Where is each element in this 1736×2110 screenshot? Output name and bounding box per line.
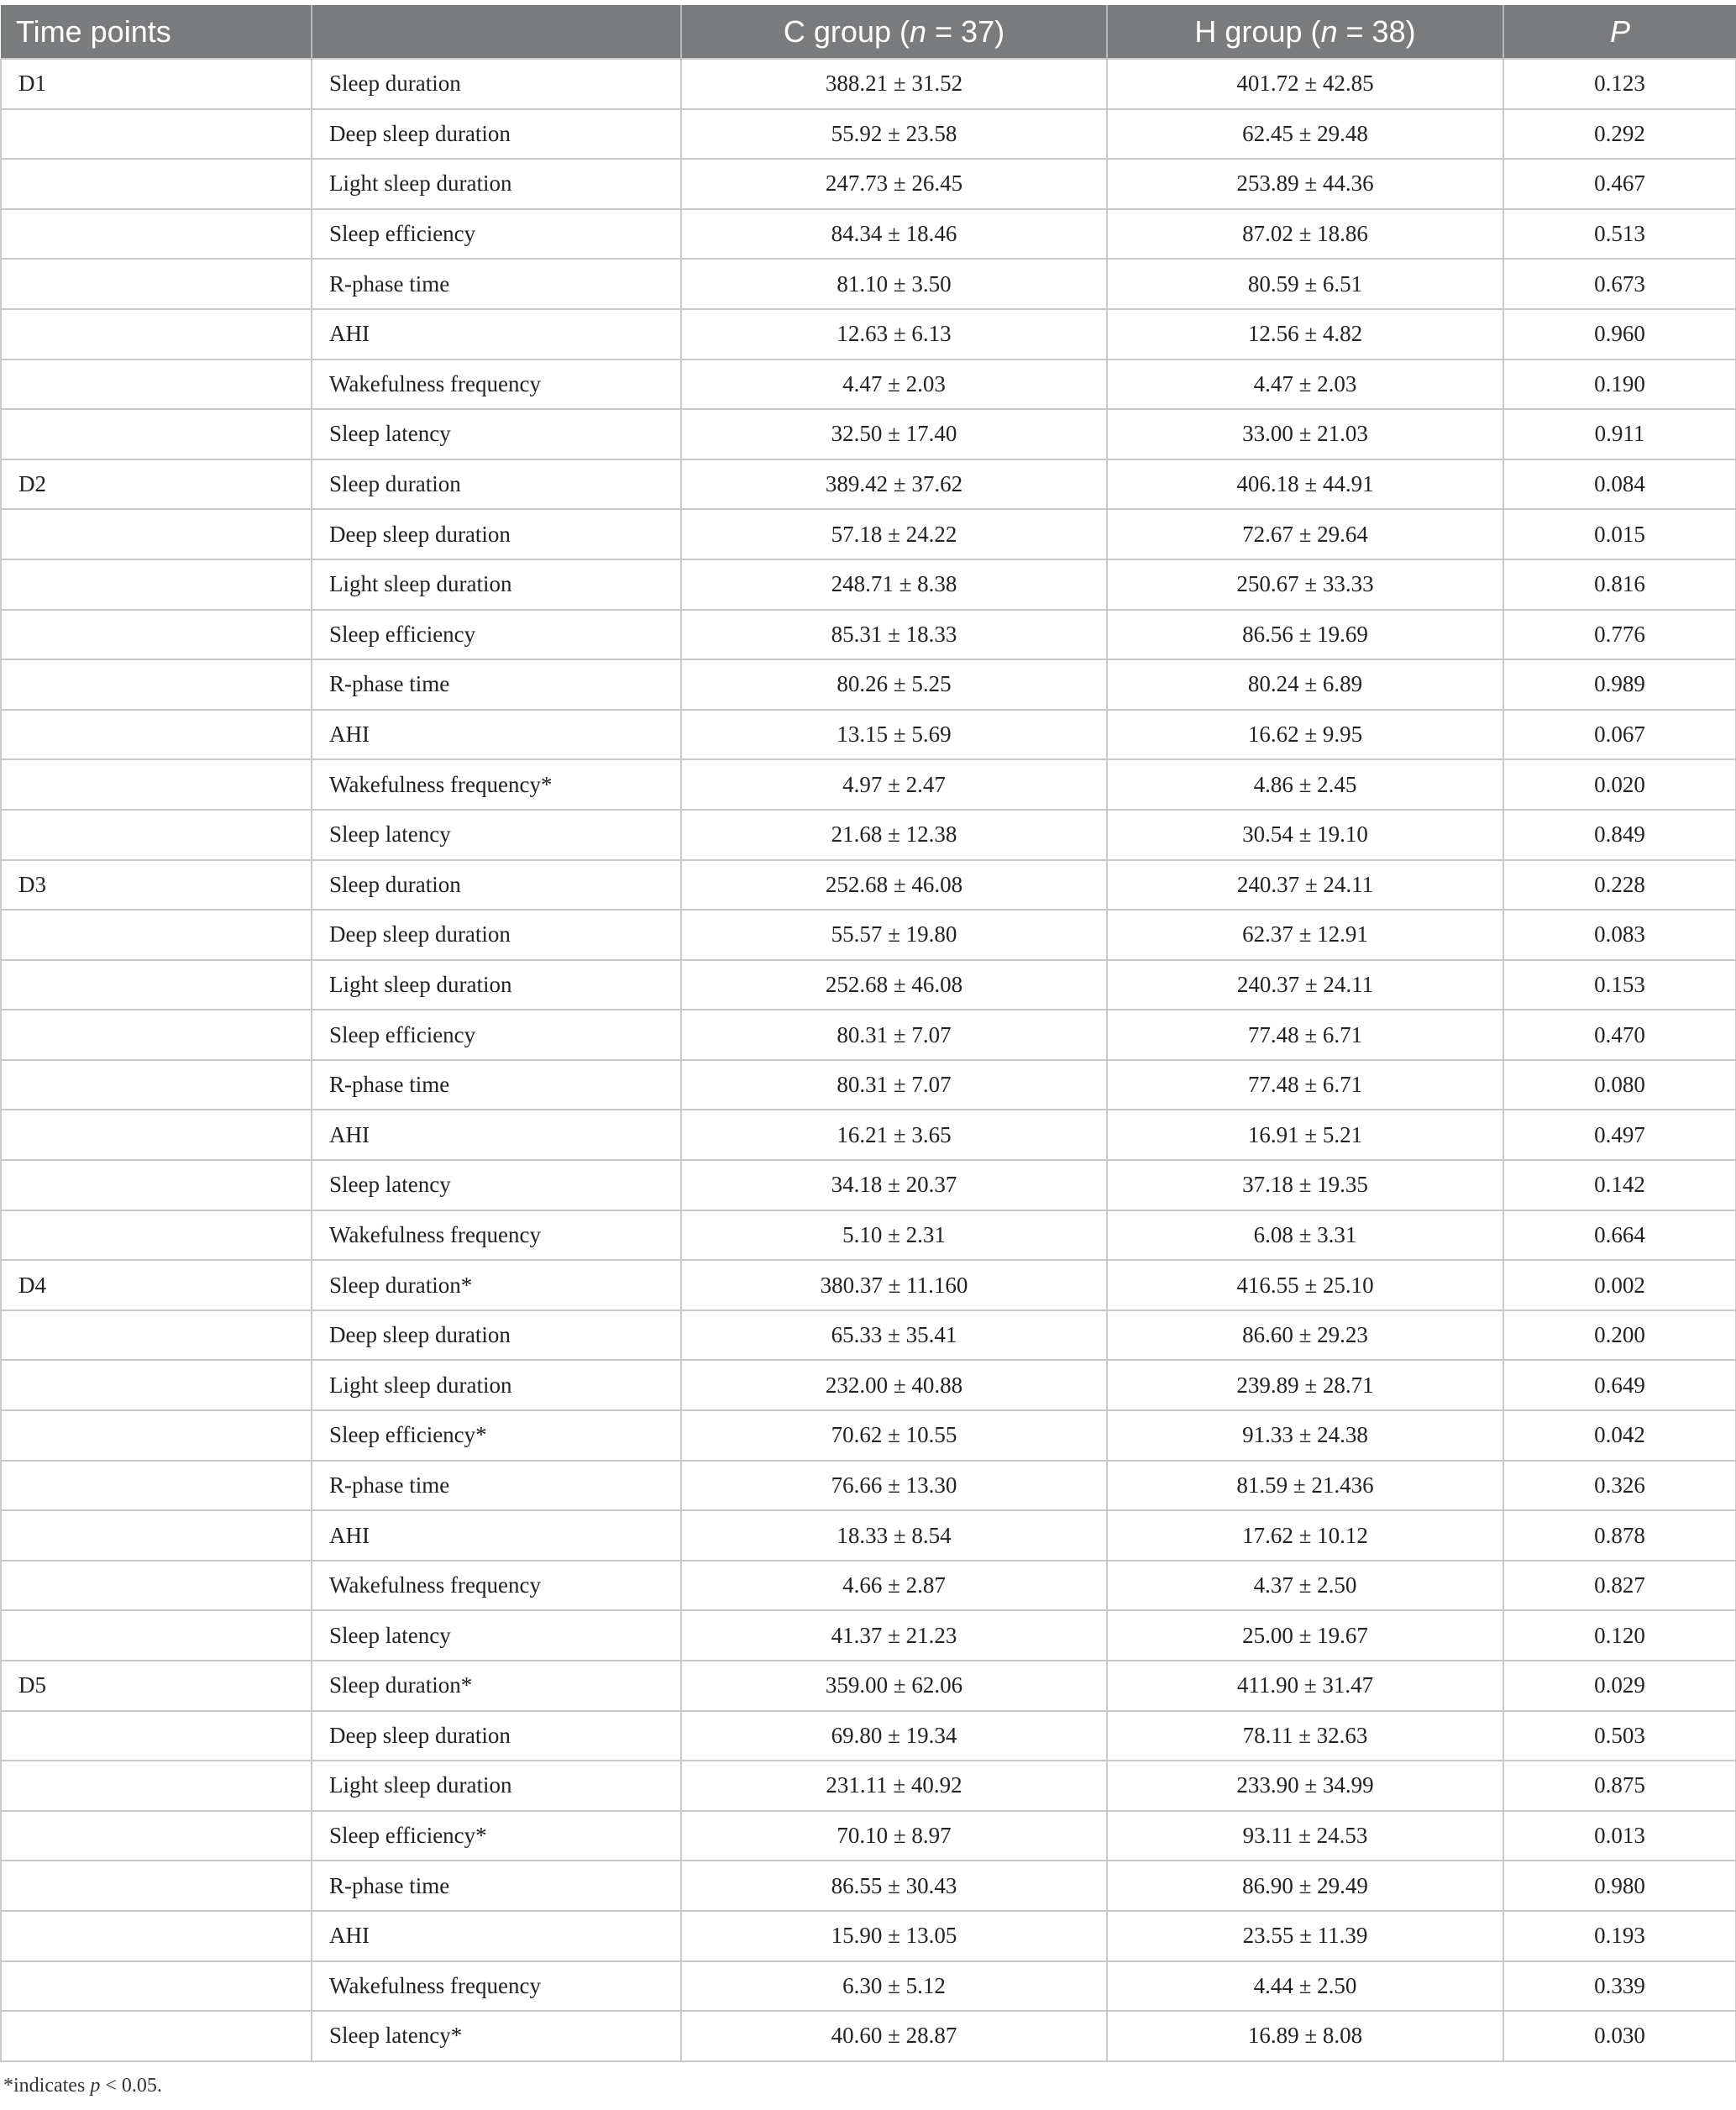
h-group-value-cell: 4.44 ± 2.50 <box>1107 1961 1503 2012</box>
parameter-cell: Light sleep duration <box>312 960 681 1010</box>
c-group-value-cell: 41.37 ± 21.23 <box>681 1610 1107 1661</box>
table-row <box>1 459 1736 510</box>
time-point-cell <box>1 159 312 209</box>
parameter-cell: Wakefulness frequency <box>312 1961 681 2012</box>
c-group-value-cell: 18.33 ± 8.54 <box>681 1510 1107 1561</box>
p-value-cell: 0.470 <box>1503 1010 1736 1060</box>
time-point-cell <box>1 209 312 260</box>
h-group-value-cell: 62.37 ± 12.91 <box>1107 910 1503 960</box>
results-table <box>0 5 1736 2062</box>
table-row <box>1 1761 1736 1811</box>
table-row <box>1 159 1736 209</box>
header-h-group <box>1107 5 1503 59</box>
h-group-value-cell: 23.55 ± 11.39 <box>1107 1911 1503 1961</box>
c-group-value-cell: 16.21 ± 3.65 <box>681 1110 1107 1160</box>
parameter-cell: Deep sleep duration <box>312 509 681 559</box>
c-group-value-cell: 21.68 ± 12.38 <box>681 810 1107 860</box>
c-group-value-cell: 4.47 ± 2.03 <box>681 360 1107 410</box>
table-row <box>1 509 1736 559</box>
h-group-value-cell: 78.11 ± 32.63 <box>1107 1711 1503 1761</box>
parameter-cell: Wakefulness frequency <box>312 1561 681 1611</box>
parameter-cell: Sleep efficiency* <box>312 1410 681 1461</box>
time-point-cell <box>1 1060 312 1110</box>
h-group-value-cell: 86.56 ± 19.69 <box>1107 610 1503 660</box>
p-value-cell: 0.497 <box>1503 1110 1736 1160</box>
parameter-cell: Light sleep duration <box>312 559 681 610</box>
c-group-value-cell: 4.66 ± 2.87 <box>681 1561 1107 1611</box>
header-time-points: Time points <box>1 5 312 59</box>
p-value-cell: 0.123 <box>1503 59 1736 109</box>
h-group-value-cell: 77.48 ± 6.71 <box>1107 1060 1503 1110</box>
time-point-cell <box>1 1360 312 1410</box>
parameter-cell: Wakefulness frequency* <box>312 759 681 810</box>
h-group-value-cell: 37.18 ± 19.35 <box>1107 1160 1503 1210</box>
p-value-cell: 0.084 <box>1503 459 1736 510</box>
p-value-cell: 0.467 <box>1503 159 1736 209</box>
parameter-cell: R-phase time <box>312 659 681 710</box>
parameter-cell: Wakefulness frequency <box>312 1210 681 1261</box>
h-group-value-cell: 72.67 ± 29.64 <box>1107 509 1503 559</box>
c-group-value-cell: 388.21 ± 31.52 <box>681 59 1107 109</box>
c-group-value-cell: 70.10 ± 8.97 <box>681 1811 1107 1861</box>
table-row <box>1 1210 1736 1261</box>
time-point-cell <box>1 659 312 710</box>
p-value-cell: 0.339 <box>1503 1961 1736 2012</box>
table-row <box>1 1561 1736 1611</box>
header-row <box>1 5 1736 59</box>
h-group-value-cell: 6.08 ± 3.31 <box>1107 1210 1503 1261</box>
p-value-cell: 0.190 <box>1503 360 1736 410</box>
h-group-value-cell: 25.00 ± 19.67 <box>1107 1610 1503 1661</box>
c-group-value-cell: 15.90 ± 13.05 <box>681 1911 1107 1961</box>
header-h-suffix: = 38) <box>1337 13 1416 49</box>
table-row <box>1 1961 1736 2012</box>
table-row <box>1 209 1736 260</box>
c-group-value-cell: 80.31 ± 7.07 <box>681 1060 1107 1110</box>
time-point-cell <box>1 309 312 360</box>
h-group-value-cell: 411.90 ± 31.47 <box>1107 1661 1503 1711</box>
time-point-cell <box>1 1761 312 1811</box>
c-group-value-cell: 380.37 ± 11.160 <box>681 1260 1107 1310</box>
table-row <box>1 860 1736 911</box>
p-value-cell: 0.649 <box>1503 1360 1736 1410</box>
h-group-value-cell: 4.86 ± 2.45 <box>1107 759 1503 810</box>
parameter-cell: Deep sleep duration <box>312 910 681 960</box>
h-group-value-cell: 16.89 ± 8.08 <box>1107 2011 1503 2061</box>
table-row <box>1 759 1736 810</box>
parameter-cell: Sleep duration* <box>312 1260 681 1310</box>
p-value-cell: 0.015 <box>1503 509 1736 559</box>
c-group-value-cell: 80.31 ± 7.07 <box>681 1010 1107 1060</box>
p-value-cell: 0.013 <box>1503 1811 1736 1861</box>
c-group-value-cell: 76.66 ± 13.30 <box>681 1461 1107 1511</box>
header-c-n: n <box>909 13 927 49</box>
time-point-cell <box>1 2011 312 2061</box>
table-row <box>1 309 1736 360</box>
p-value-cell: 0.002 <box>1503 1260 1736 1310</box>
c-group-value-cell: 55.92 ± 23.58 <box>681 109 1107 160</box>
time-point-cell <box>1 1510 312 1561</box>
parameter-cell: Deep sleep duration <box>312 109 681 160</box>
table-body <box>1 59 1736 2061</box>
h-group-value-cell: 16.62 ± 9.95 <box>1107 710 1503 760</box>
p-value-cell: 0.029 <box>1503 1661 1736 1711</box>
parameter-cell: Light sleep duration <box>312 1761 681 1811</box>
time-point-cell: D2 <box>1 459 312 510</box>
header-c-group <box>681 5 1107 59</box>
table-row <box>1 1010 1736 1060</box>
p-value-cell: 0.042 <box>1503 1410 1736 1461</box>
time-point-cell <box>1 1961 312 2012</box>
header-h-n: n <box>1320 13 1338 49</box>
time-point-cell <box>1 509 312 559</box>
time-point-cell <box>1 1711 312 1761</box>
p-value-cell: 0.228 <box>1503 860 1736 911</box>
c-group-value-cell: 70.62 ± 10.55 <box>681 1410 1107 1461</box>
footnote-suffix: < 0.05. <box>100 2075 162 2097</box>
p-value-cell: 0.326 <box>1503 1461 1736 1511</box>
time-point-cell <box>1 910 312 960</box>
p-value-cell: 0.827 <box>1503 1561 1736 1611</box>
c-group-value-cell: 34.18 ± 20.37 <box>681 1160 1107 1210</box>
table-row <box>1 910 1736 960</box>
p-value-cell: 0.664 <box>1503 1210 1736 1261</box>
table-row <box>1 59 1736 109</box>
c-group-value-cell: 32.50 ± 17.40 <box>681 409 1107 459</box>
time-point-cell: D5 <box>1 1661 312 1711</box>
table-row <box>1 1060 1736 1110</box>
table-row <box>1 1510 1736 1561</box>
c-group-value-cell: 85.31 ± 18.33 <box>681 610 1107 660</box>
footnote-prefix: *indicates <box>3 2075 91 2097</box>
h-group-value-cell: 12.56 ± 4.82 <box>1107 309 1503 360</box>
table-row <box>1 610 1736 660</box>
h-group-value-cell: 4.47 ± 2.03 <box>1107 360 1503 410</box>
parameter-cell: Light sleep duration <box>312 1360 681 1410</box>
h-group-value-cell: 33.00 ± 21.03 <box>1107 409 1503 459</box>
p-value-cell: 0.673 <box>1503 259 1736 309</box>
table-row <box>1 1811 1736 1861</box>
time-point-cell <box>1 1410 312 1461</box>
table-row <box>1 1410 1736 1461</box>
time-point-cell <box>1 109 312 160</box>
p-value-cell: 0.080 <box>1503 1060 1736 1110</box>
p-value-cell: 0.980 <box>1503 1861 1736 1911</box>
time-point-cell <box>1 960 312 1010</box>
c-group-value-cell: 12.63 ± 6.13 <box>681 309 1107 360</box>
h-group-value-cell: 17.62 ± 10.12 <box>1107 1510 1503 1561</box>
h-group-value-cell: 86.60 ± 29.23 <box>1107 1310 1503 1361</box>
table-row <box>1 259 1736 309</box>
parameter-cell: Deep sleep duration <box>312 1711 681 1761</box>
c-group-value-cell: 247.73 ± 26.45 <box>681 159 1107 209</box>
c-group-value-cell: 232.00 ± 40.88 <box>681 1360 1107 1410</box>
parameter-cell: Sleep efficiency <box>312 1010 681 1060</box>
h-group-value-cell: 87.02 ± 18.86 <box>1107 209 1503 260</box>
c-group-value-cell: 252.68 ± 46.08 <box>681 960 1107 1010</box>
c-group-value-cell: 13.15 ± 5.69 <box>681 710 1107 760</box>
table-row <box>1 1610 1736 1661</box>
time-point-cell <box>1 1610 312 1661</box>
parameter-cell: Sleep efficiency <box>312 209 681 260</box>
p-value-cell: 0.989 <box>1503 659 1736 710</box>
parameter-cell: AHI <box>312 1911 681 1961</box>
parameter-cell: AHI <box>312 710 681 760</box>
p-value-cell: 0.816 <box>1503 559 1736 610</box>
p-value-cell: 0.120 <box>1503 1610 1736 1661</box>
c-group-value-cell: 65.33 ± 35.41 <box>681 1310 1107 1361</box>
time-point-cell <box>1 1310 312 1361</box>
parameter-cell: R-phase time <box>312 259 681 309</box>
table-row <box>1 710 1736 760</box>
parameter-cell: Deep sleep duration <box>312 1310 681 1361</box>
parameter-cell: R-phase time <box>312 1461 681 1511</box>
parameter-cell: Sleep efficiency <box>312 610 681 660</box>
c-group-value-cell: 248.71 ± 8.38 <box>681 559 1107 610</box>
c-group-value-cell: 84.34 ± 18.46 <box>681 209 1107 260</box>
table-row <box>1 1360 1736 1410</box>
c-group-value-cell: 55.57 ± 19.80 <box>681 910 1107 960</box>
table-row <box>1 659 1736 710</box>
table-row <box>1 1310 1736 1361</box>
time-point-cell <box>1 1811 312 1861</box>
h-group-value-cell: 77.48 ± 6.71 <box>1107 1010 1503 1060</box>
parameter-cell: R-phase time <box>312 1861 681 1911</box>
parameter-cell: R-phase time <box>312 1060 681 1110</box>
h-group-value-cell: 80.59 ± 6.51 <box>1107 259 1503 309</box>
table-row <box>1 1260 1736 1310</box>
table-row <box>1 1861 1736 1911</box>
p-value-cell: 0.960 <box>1503 309 1736 360</box>
footnote-var: p <box>90 2075 101 2097</box>
p-value-cell: 0.153 <box>1503 960 1736 1010</box>
time-point-cell <box>1 259 312 309</box>
h-group-value-cell: 240.37 ± 24.11 <box>1107 860 1503 911</box>
c-group-value-cell: 389.42 ± 37.62 <box>681 459 1107 510</box>
h-group-value-cell: 416.55 ± 25.10 <box>1107 1260 1503 1310</box>
h-group-value-cell: 233.90 ± 34.99 <box>1107 1761 1503 1811</box>
c-group-value-cell: 5.10 ± 2.31 <box>681 1210 1107 1261</box>
parameter-cell: Sleep duration <box>312 59 681 109</box>
time-point-cell <box>1 1010 312 1060</box>
table-row <box>1 2011 1736 2061</box>
header-h-prefix: H group ( <box>1194 13 1321 49</box>
time-point-cell <box>1 1911 312 1961</box>
h-group-value-cell: 250.67 ± 33.33 <box>1107 559 1503 610</box>
h-group-value-cell: 16.91 ± 5.21 <box>1107 1110 1503 1160</box>
table-row <box>1 1711 1736 1761</box>
time-point-cell <box>1 810 312 860</box>
p-value-cell: 0.193 <box>1503 1911 1736 1961</box>
p-value-cell: 0.030 <box>1503 2011 1736 2061</box>
p-value-cell: 0.513 <box>1503 209 1736 260</box>
h-group-value-cell: 401.72 ± 42.85 <box>1107 59 1503 109</box>
p-value-cell: 0.849 <box>1503 810 1736 860</box>
time-point-cell <box>1 409 312 459</box>
parameter-cell: AHI <box>312 309 681 360</box>
c-group-value-cell: 81.10 ± 3.50 <box>681 259 1107 309</box>
table-row <box>1 1661 1736 1711</box>
table-row <box>1 360 1736 410</box>
p-value-cell: 0.083 <box>1503 910 1736 960</box>
c-group-value-cell: 80.26 ± 5.25 <box>681 659 1107 710</box>
c-group-value-cell: 359.00 ± 62.06 <box>681 1661 1107 1711</box>
table-row <box>1 1160 1736 1210</box>
parameter-cell: Sleep latency <box>312 1160 681 1210</box>
table-row <box>1 1110 1736 1160</box>
header-p-value <box>1503 5 1736 59</box>
p-value-cell: 0.142 <box>1503 1160 1736 1210</box>
time-point-cell <box>1 710 312 760</box>
parameter-cell: Sleep efficiency* <box>312 1811 681 1861</box>
time-point-cell <box>1 1561 312 1611</box>
parameter-cell: AHI <box>312 1510 681 1561</box>
c-group-value-cell: 252.68 ± 46.08 <box>681 860 1107 911</box>
p-value-cell: 0.292 <box>1503 109 1736 160</box>
time-point-cell <box>1 1160 312 1210</box>
parameter-cell: Sleep latency <box>312 409 681 459</box>
h-group-value-cell: 86.90 ± 29.49 <box>1107 1861 1503 1911</box>
table-row <box>1 960 1736 1010</box>
table-row <box>1 810 1736 860</box>
table-row <box>1 409 1736 459</box>
p-value-cell: 0.911 <box>1503 409 1736 459</box>
h-group-value-cell: 91.33 ± 24.38 <box>1107 1410 1503 1461</box>
c-group-value-cell: 4.97 ± 2.47 <box>681 759 1107 810</box>
time-point-cell <box>1 1210 312 1261</box>
h-group-value-cell: 240.37 ± 24.11 <box>1107 960 1503 1010</box>
p-value-cell: 0.503 <box>1503 1711 1736 1761</box>
parameter-cell: Sleep latency* <box>312 2011 681 2061</box>
time-point-cell: D1 <box>1 59 312 109</box>
time-point-cell <box>1 1461 312 1511</box>
table-row <box>1 1911 1736 1961</box>
c-group-value-cell: 40.60 ± 28.87 <box>681 2011 1107 2061</box>
header-p-label: P <box>1609 13 1630 49</box>
p-value-cell: 0.200 <box>1503 1310 1736 1361</box>
p-value-cell: 0.020 <box>1503 759 1736 810</box>
h-group-value-cell: 253.89 ± 44.36 <box>1107 159 1503 209</box>
time-point-cell: D3 <box>1 860 312 911</box>
p-value-cell: 0.067 <box>1503 710 1736 760</box>
c-group-value-cell: 231.11 ± 40.92 <box>681 1761 1107 1811</box>
table-footnote <box>3 2075 162 2097</box>
h-group-value-cell: 81.59 ± 21.436 <box>1107 1461 1503 1511</box>
parameter-cell: Sleep latency <box>312 1610 681 1661</box>
time-point-cell <box>1 759 312 810</box>
table-row <box>1 559 1736 610</box>
parameter-cell: Sleep duration* <box>312 1661 681 1711</box>
time-point-cell <box>1 1861 312 1911</box>
p-value-cell: 0.875 <box>1503 1761 1736 1811</box>
header-c-prefix: C group ( <box>783 13 910 49</box>
table-row <box>1 109 1736 160</box>
c-group-value-cell: 69.80 ± 19.34 <box>681 1711 1107 1761</box>
table-row <box>1 1461 1736 1511</box>
h-group-value-cell: 4.37 ± 2.50 <box>1107 1561 1503 1611</box>
p-value-cell: 0.878 <box>1503 1510 1736 1561</box>
header-parameter <box>312 5 681 59</box>
c-group-value-cell: 57.18 ± 24.22 <box>681 509 1107 559</box>
table-header <box>1 5 1736 59</box>
h-group-value-cell: 239.89 ± 28.71 <box>1107 1360 1503 1410</box>
time-point-cell <box>1 559 312 610</box>
h-group-value-cell: 406.18 ± 44.91 <box>1107 459 1503 510</box>
time-point-cell <box>1 1110 312 1160</box>
parameter-cell: Sleep duration <box>312 860 681 911</box>
time-point-cell <box>1 610 312 660</box>
c-group-value-cell: 6.30 ± 5.12 <box>681 1961 1107 2012</box>
header-c-suffix: = 37) <box>926 13 1005 49</box>
parameter-cell: Wakefulness frequency <box>312 360 681 410</box>
parameter-cell: AHI <box>312 1110 681 1160</box>
h-group-value-cell: 80.24 ± 6.89 <box>1107 659 1503 710</box>
h-group-value-cell: 62.45 ± 29.48 <box>1107 109 1503 160</box>
p-value-cell: 0.776 <box>1503 610 1736 660</box>
time-point-cell: D4 <box>1 1260 312 1310</box>
parameter-cell: Light sleep duration <box>312 159 681 209</box>
time-point-cell <box>1 360 312 410</box>
c-group-value-cell: 86.55 ± 30.43 <box>681 1861 1107 1911</box>
parameter-cell: Sleep duration <box>312 459 681 510</box>
h-group-value-cell: 30.54 ± 19.10 <box>1107 810 1503 860</box>
h-group-value-cell: 93.11 ± 24.53 <box>1107 1811 1503 1861</box>
parameter-cell: Sleep latency <box>312 810 681 860</box>
